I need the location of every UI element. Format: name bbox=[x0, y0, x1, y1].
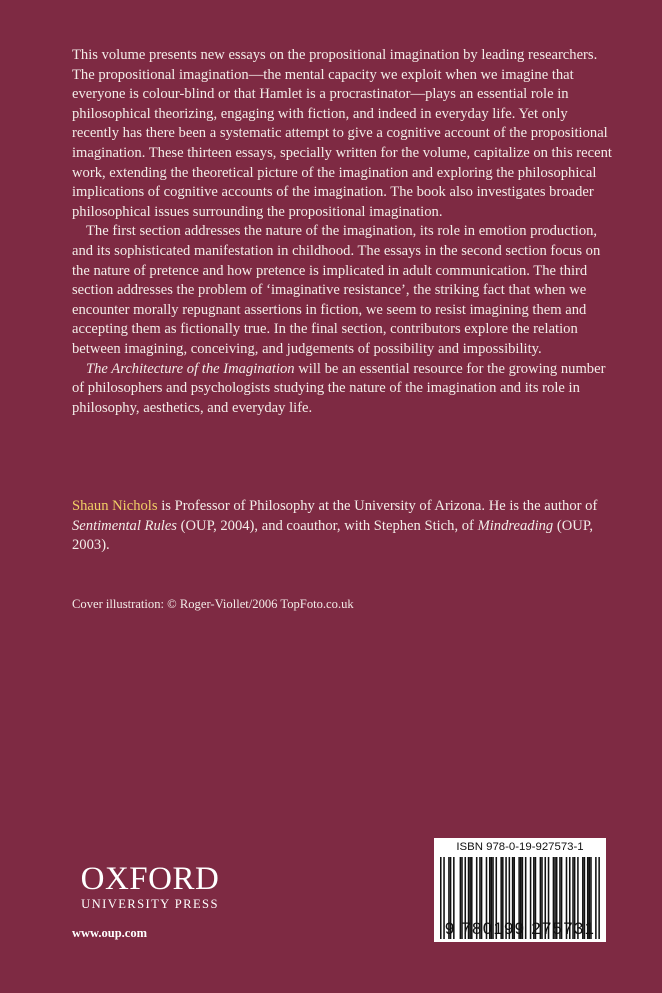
book-title: The Architecture of the Imagination bbox=[86, 360, 295, 377]
author-name: Shaun Nichols bbox=[72, 498, 158, 514]
publisher-subtitle: UNIVERSITY PRESS bbox=[81, 897, 219, 911]
author-bio-text-2: (OUP, 2004), and coauthor, with Stephen Stich, of bbox=[176, 517, 478, 534]
isbn-label: ISBN 978-0-19-927573-1 bbox=[456, 841, 584, 853]
author-book-1: Sentimental Rules bbox=[72, 517, 177, 534]
publisher-name: OXFORD bbox=[80, 861, 220, 897]
blurb-paragraph-3-text: will be an essential resource for the growing number of philosophers and psychologists studying the nature of the imagination and its role in philosophy, aesthetics, and everyday life. bbox=[72, 360, 606, 416]
author-bio-text-3: (OUP, 2003). bbox=[72, 517, 593, 554]
barcode-digits: 9 780199 275731 bbox=[444, 919, 596, 938]
author-book-2: Mindreading bbox=[477, 517, 554, 534]
blurb bbox=[72, 46, 612, 418]
isbn-barcode bbox=[434, 838, 606, 942]
author-bio bbox=[72, 497, 602, 556]
blurb-paragraph-1: This volume presents new essays on the propositional imagination by leading researchers. The propositional imagination—the mental capacity we exploit when we imagine that everyone is colour-blind or that Hamlet is a procrastinator—plays an essential role in philosophical theorizing, engaging with fiction, and indeed in everyday life. Yet only recently has there been a systematic attempt to give a cognitive account of the propositional imagination. These thirteen essays, specially written for the volume, capitalize on this recent work, extending the theoretical picture of the imagination and exploring the philosophical implications of cognitive accounts of the imagination. The book also investigates broader philosophical issues surrounding the propositional imagination. bbox=[72, 47, 612, 220]
publisher-logo bbox=[70, 862, 230, 912]
author-bio-text-1: is Professor of Philosophy at the University of Arizona. He is the author of bbox=[157, 498, 598, 514]
publisher-url: www.oup.com bbox=[72, 926, 148, 940]
blurb-paragraph-3 bbox=[72, 360, 612, 419]
blurb-paragraph-2: The first section addresses the nature of the imagination, its role in emotion production, and its sophisticated manifestation in childhood. The essays in the second section focus on the nature of pretence and how pretence is implicated in adult communication. The third section addresses the problem of ‘imaginative resistance’, the striking fact that when we encounter morally repugnant assertions in fiction, we seem to resist imagining them and accepting them as fictionally true. In the final section, contributors explore the relation between imagining, conceiving, and judgements of possibility and impossibility. bbox=[72, 223, 601, 357]
cover-credit: Cover illustration: © Roger-Viollet/2006 TopFoto.co.uk bbox=[72, 597, 354, 611]
